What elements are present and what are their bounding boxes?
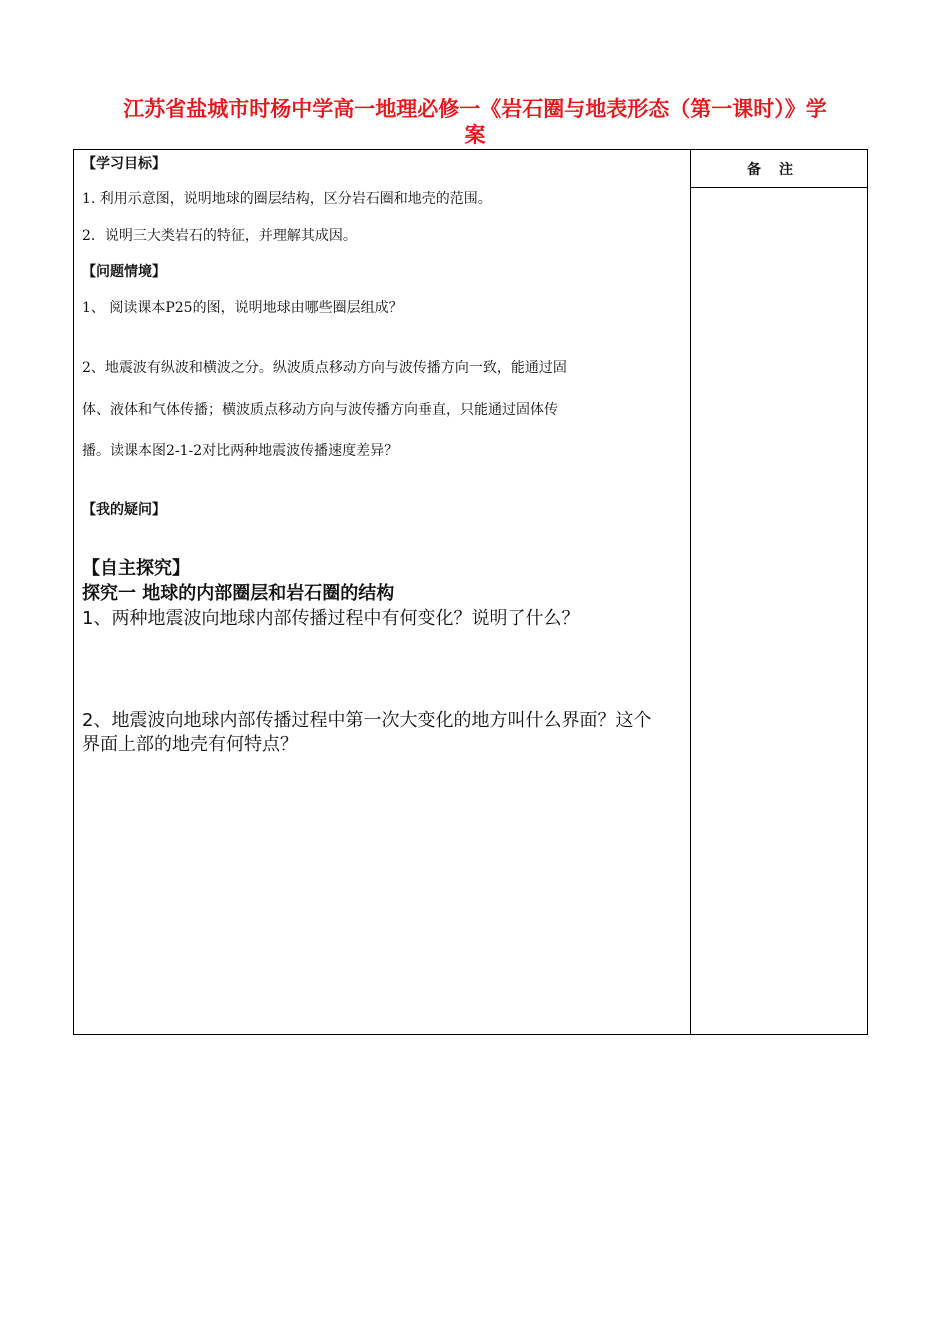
explore-question-2-line-1: 2、地震波向地球内部传播过程中第一次大变化的地方叫什么界面？这个 xyxy=(82,710,652,731)
title-line-1: 江苏省盐城市时杨中学高一地理必修一《岩石圈与地表形态（第一课时）》学 xyxy=(123,97,827,121)
document-title xyxy=(80,96,870,148)
remarks-header-divider xyxy=(691,187,867,188)
explore-1-title: 探究一 地球的内部圈层和岩石圈的结构 xyxy=(82,583,395,604)
questions-header: 【我的疑问】 xyxy=(82,502,166,518)
column-divider xyxy=(690,150,691,1034)
explore-question-2-line-2: 界面上部的地壳有何特点？ xyxy=(82,734,298,755)
objectives-header: 【学习目标】 xyxy=(82,156,166,172)
situation-1: 1、 阅读课本P25的图，说明地球由哪些圈层组成？ xyxy=(82,300,403,316)
objective-1: 1. 利用示意图，说明地球的圈层结构，区分岩石圈和地壳的范围。 xyxy=(82,191,492,207)
explore-header: 【自主探究】 xyxy=(82,558,190,579)
explore-question-1: 1、两种地震波向地球内部传播过程中有何变化？说明了什么？ xyxy=(82,608,580,629)
situation-2-line-1: 2、地震波有纵波和横波之分。纵波质点移动方向与波传播方向一致，能通过固 xyxy=(82,360,567,376)
situation-header: 【问题情境】 xyxy=(82,264,166,280)
situation-2-line-3: 播。读课本图2-1-2对比两种地震波传播速度差异？ xyxy=(82,443,399,459)
title-line-2: 案 xyxy=(464,123,486,147)
remarks-header: 备注 xyxy=(747,161,811,178)
situation-2-line-2: 体、液体和气体传播；横波质点移动方向与波传播方向垂直，只能通过固体传 xyxy=(82,402,558,418)
worksheet-table xyxy=(73,149,868,1035)
objective-2: 2．说明三大类岩石的特征，并理解其成因。 xyxy=(82,228,357,244)
